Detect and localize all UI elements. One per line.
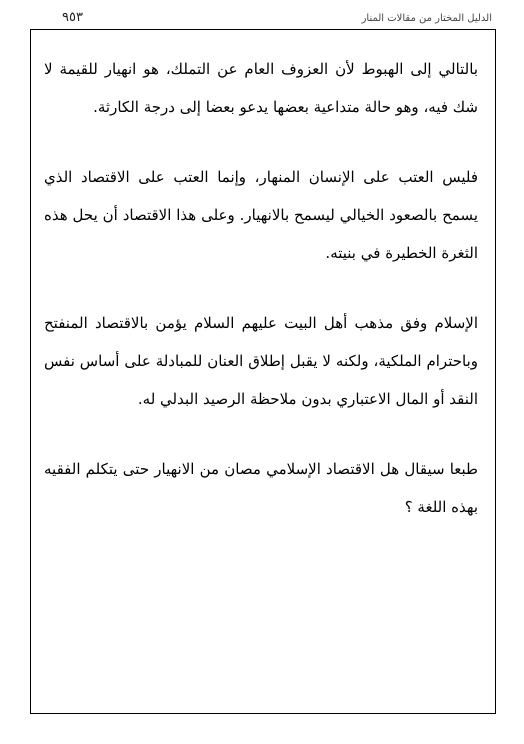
running-header [30, 8, 496, 30]
paragraph: الإسلام وفق مذهب أهل البيت عليهم السلام يؤمن بالاقتصاد المنفتح وباحترام الملكية، ولكنه لا يقبل إطلاق العنان للمبادلة على أساس نفس النقد أو المال الاعتباري بدون ملاحظة الرصيد البدلي له. [44, 314, 478, 408]
paragraph: بالتالي إلى الهبوط لأن العزوف العام عن التملك، هو انهيار للقيمة لا شك فيه، وهو حالة متداعية بعضها يدعو بعضا إلى درجة الكارثة. [44, 60, 478, 116]
page-body [44, 50, 478, 558]
running-header-title: الدليل المختار من مقالات المنار [361, 13, 492, 24]
page-number: ٩٥٣ [62, 10, 83, 25]
paragraph: فليس العتب على الإنسان المنهار، وإنما العتب على الاقتصاد الذي يسمح بالصعود الخيالي ليسمح بالانهيار. وعلى هذا الاقتصاد أن يحل هذه الثغرة الخطيرة في بنيته. [44, 168, 478, 262]
paragraph: طبعا سيقال هل الاقتصاد الإسلامي مصان من الانهيار حتى يتكلم الفقيه بهذه اللغة ؟ [44, 460, 478, 516]
